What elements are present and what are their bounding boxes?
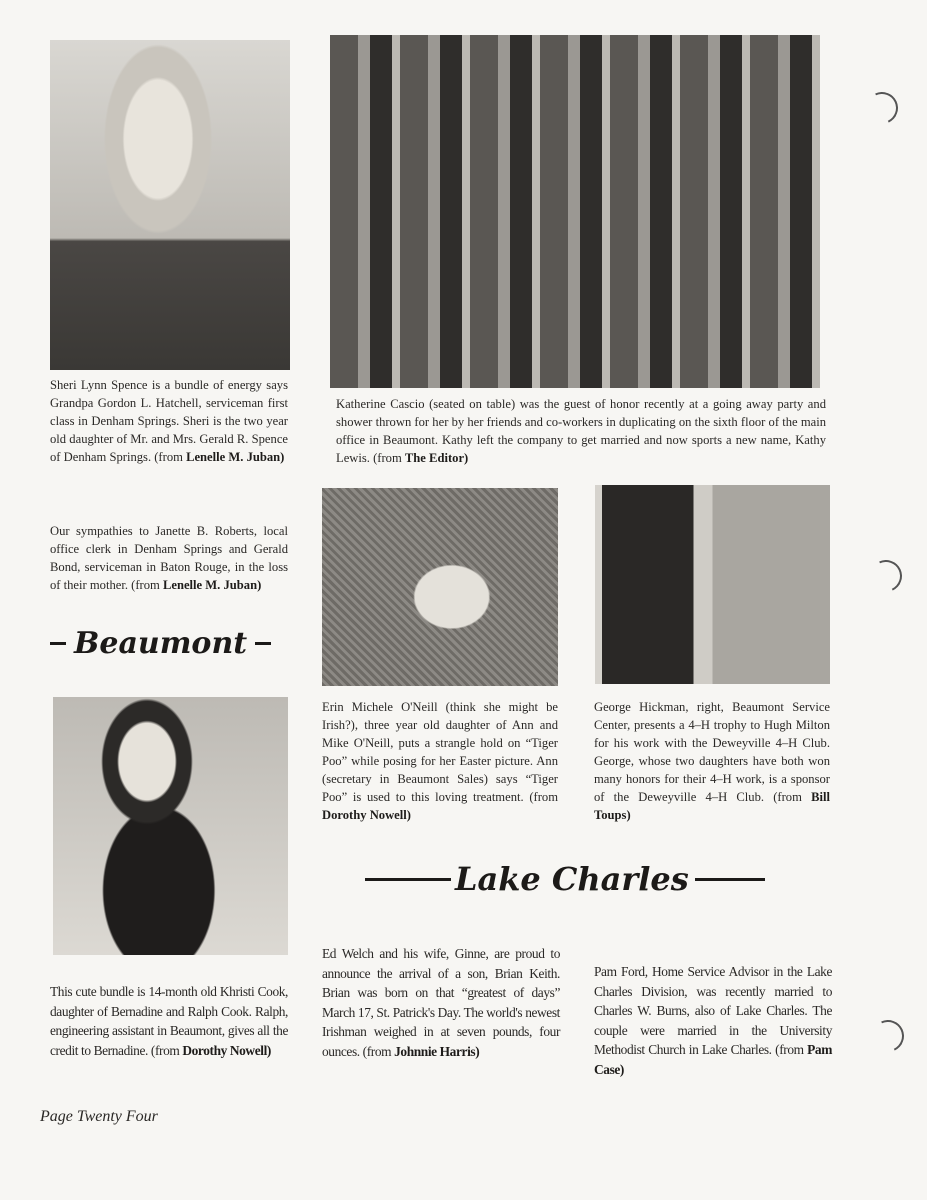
caption-sympathies: Our sympathies to Janette B. Roberts, local office clerk in Denham Springs and Gerald Bond, serviceman in Baton Rouge, in the loss of their mother. (from Lenelle M. Juban) — [50, 524, 288, 592]
caption-katherine: Katherine Cascio (seated on table) was the guest of honor recently at a going away party and shower thrown for her by her friends and co-workers in duplicating on the sixth floor of the main office in Beaumont. Kathy left the company to get married and now sports a new name, Kathy Lewis. (from The Editor) — [336, 397, 826, 465]
photo-group-party — [330, 35, 820, 388]
heading-rule — [695, 878, 765, 881]
heading-rule — [365, 878, 451, 881]
binder-hole — [861, 87, 902, 128]
caption-ed: Ed Welch and his wife, Ginne, are proud to announce the arrival of a son, Brian Keith. Brian was born on that “greatest of days” March 17, St. Patrick's Day. The world's newest Irishman weighed in at seven pounds, four ounces. (from Johnnie Harris) — [322, 946, 560, 1059]
photo-erin — [322, 488, 558, 686]
photo-sheri — [50, 40, 290, 370]
binder-hole — [865, 555, 906, 596]
heading-dash — [255, 642, 271, 645]
binder-hole — [867, 1015, 908, 1056]
heading-dash — [50, 642, 66, 645]
caption-george: George Hickman, right, Beaumont Service Center, presents a 4–H trophy to Hugh Milton for his work with the Deweyville 4–H Club. George, whose two daughters have both won many honors for their 4–H work, is a sponsor of the Deweyville 4–H Club. (from Bill Toups) — [594, 700, 830, 822]
heading-beaumont: Beaumont — [50, 626, 271, 661]
heading-lake-charles: Lake Charles — [365, 860, 765, 898]
photo-george-hugh — [595, 485, 830, 684]
caption-pam: Pam Ford, Home Service Advisor in the Lake Charles Division, was recently married to Charles W. Burns, also of Lake Charles. The couple were married in the University Methodist Church in Lake Charles. (from Pam Case) — [594, 964, 832, 1077]
caption-sheri: Sheri Lynn Spence is a bundle of energy says Grandpa Gordon L. Hatchell, serviceman first class in Denham Springs. Sheri is the two year old daughter of Mr. and Mrs. Gerald R. Spence of Denham Springs. (from Lenelle M. Juban) — [50, 378, 288, 464]
caption-erin: Erin Michele O'Neill (think she might be Irish?), three year old daughter of Ann and Mike O'Neill, puts a strangle hold on “Tiger Poo” while posing for her Easter picture. Ann (secretary in Beaumont Sales) says “Tiger Poo” is used to this loving treatment. (from Dorothy Nowell) — [322, 700, 558, 822]
photo-khristi — [53, 697, 288, 955]
caption-khristi: This cute bundle is 14-month old Khristi Cook, daughter of Bernadine and Ralph Cook. Ralph, engineering assistant in Beaumont, gives all the credit to Bernadine. (from Dorothy Nowell) — [50, 984, 288, 1058]
page-number: Page Twenty Four — [40, 1108, 158, 1125]
